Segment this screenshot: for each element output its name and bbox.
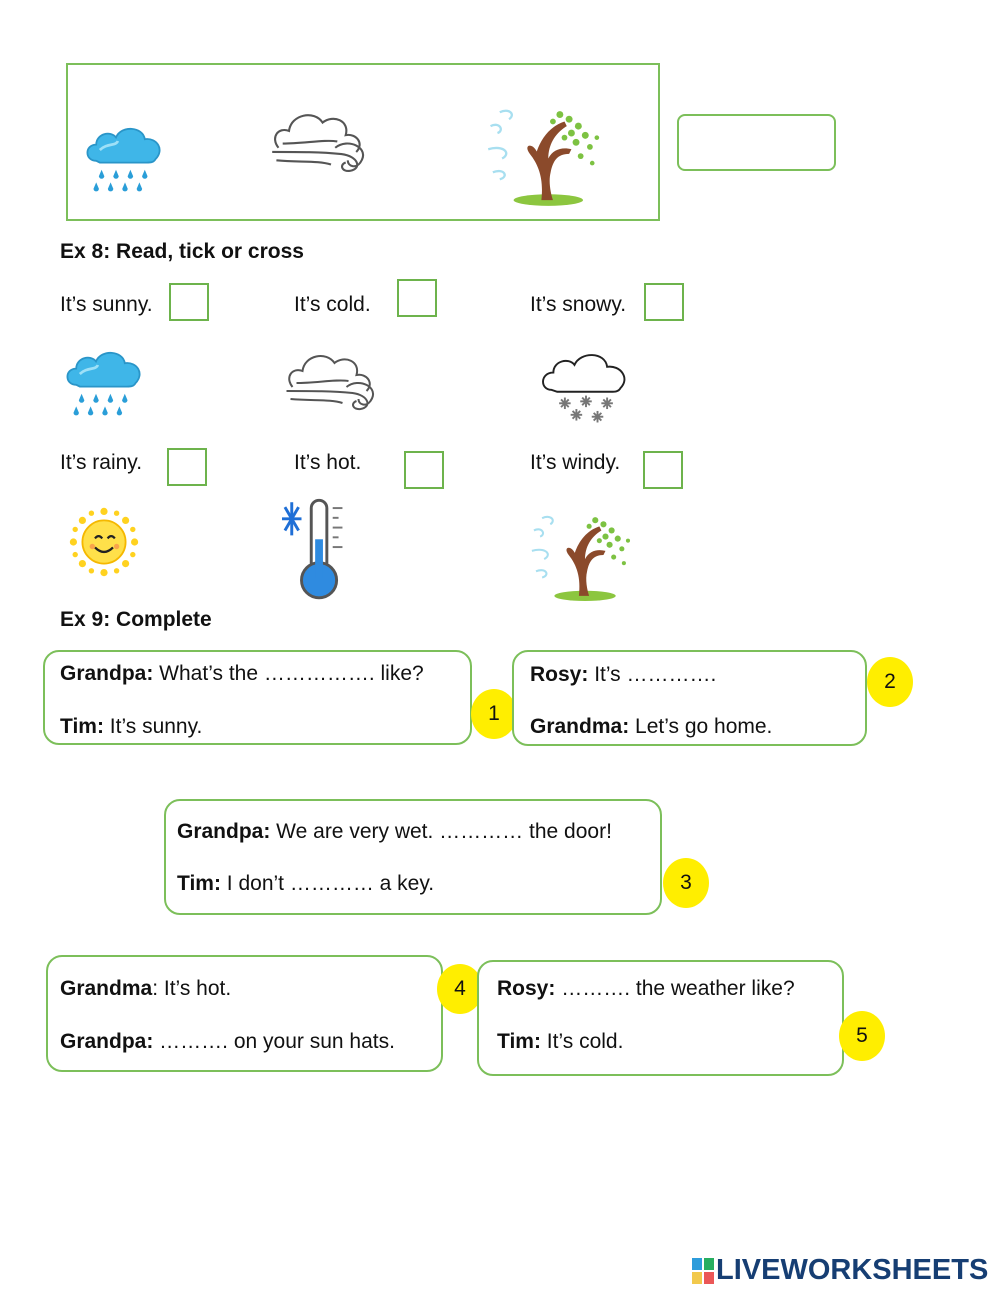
- tick-box-rainy[interactable]: [167, 448, 207, 486]
- speaker: Rosy:: [530, 663, 589, 686]
- dialogue-text: What’s the ……………. like?: [153, 662, 424, 685]
- sentence-sunny: It’s sunny.: [60, 293, 153, 316]
- speaker: Tim:: [177, 872, 221, 895]
- sentence-snowy: It’s snowy.: [530, 293, 627, 316]
- sentence-hot: It’s hot.: [294, 451, 362, 474]
- dialogue-line: [60, 977, 231, 1001]
- sun-icon: [64, 506, 144, 578]
- picture-panel: [66, 63, 660, 221]
- tick-box-cold[interactable]: [397, 279, 437, 317]
- dialogue-1: [43, 650, 472, 745]
- speaker: Grandma: [60, 977, 153, 1000]
- logo-text: LIVEWORKSHEETS: [716, 1254, 989, 1286]
- speaker: Grandpa:: [60, 1030, 154, 1053]
- dialogue-text: We are very wet. ………… the door!: [270, 820, 612, 843]
- dialogue-text: Let’s go home.: [629, 715, 773, 738]
- rain-cloud-icon: [60, 345, 150, 421]
- dialogue-2: [512, 650, 867, 746]
- sentence-cold: It’s cold.: [294, 293, 371, 316]
- dialogue-line: [530, 715, 772, 739]
- sentence-windy: It’s windy.: [530, 451, 621, 474]
- dialogue-line: [177, 820, 612, 844]
- dialogue-3: [164, 799, 662, 915]
- tick-box-hot[interactable]: [404, 451, 444, 489]
- wind-cloud-icon: [268, 105, 373, 180]
- thermometer-cold-icon: [282, 496, 360, 604]
- wind-cloud-icon: [280, 347, 385, 417]
- rain-cloud-icon: [80, 121, 170, 197]
- ex8-title: Ex 8: Read, tick or cross: [60, 240, 304, 263]
- dialogue-line: [60, 1030, 395, 1054]
- dialogue-text: I don’t ………… a key.: [220, 872, 435, 895]
- speaker: Rosy:: [497, 977, 556, 1000]
- dialogue-text: ………. the weather like?: [555, 977, 795, 1000]
- logo-mark-icon: [692, 1258, 714, 1284]
- dialogue-text: : It’s hot.: [152, 977, 232, 1000]
- speaker: Grandpa:: [177, 820, 271, 843]
- snow-cloud-icon: [538, 345, 634, 427]
- dialogue-text: It’s ………….: [588, 663, 717, 686]
- speaker: Grandma:: [530, 715, 630, 738]
- tick-box-windy[interactable]: [643, 451, 683, 489]
- speaker: Tim:: [497, 1030, 541, 1053]
- windy-tree-icon: [524, 510, 642, 602]
- dialogue-line: [177, 872, 434, 896]
- dialogue-line: [60, 715, 202, 739]
- number-badge: 1: [471, 689, 517, 739]
- dialogue-line: [497, 1030, 623, 1054]
- speaker: Tim:: [60, 715, 104, 738]
- dialogue-4: [46, 955, 443, 1072]
- dialogue-text: It’s cold.: [540, 1030, 624, 1053]
- dialogue-text: ………. on your sun hats.: [153, 1030, 395, 1053]
- dialogue-line: [60, 662, 424, 686]
- windy-tree-icon: [484, 103, 608, 207]
- tick-box-sunny[interactable]: [169, 283, 209, 321]
- number-badge: 5: [839, 1011, 885, 1061]
- answer-input[interactable]: [677, 114, 836, 171]
- dialogue-5: [477, 960, 844, 1076]
- number-badge: 4: [437, 964, 483, 1014]
- speaker: Grandpa:: [60, 662, 154, 685]
- tick-box-snowy[interactable]: [644, 283, 684, 321]
- sentence-rainy: It’s rainy.: [60, 451, 143, 474]
- ex9-title: Ex 9: Complete: [60, 608, 212, 631]
- dialogue-line: [530, 663, 716, 687]
- dialogue-line: [497, 977, 795, 1001]
- liveworksheets-logo[interactable]: [692, 1254, 988, 1287]
- dialogue-text: It’s sunny.: [103, 715, 203, 738]
- number-badge: 3: [663, 858, 709, 908]
- number-badge: 2: [867, 657, 913, 707]
